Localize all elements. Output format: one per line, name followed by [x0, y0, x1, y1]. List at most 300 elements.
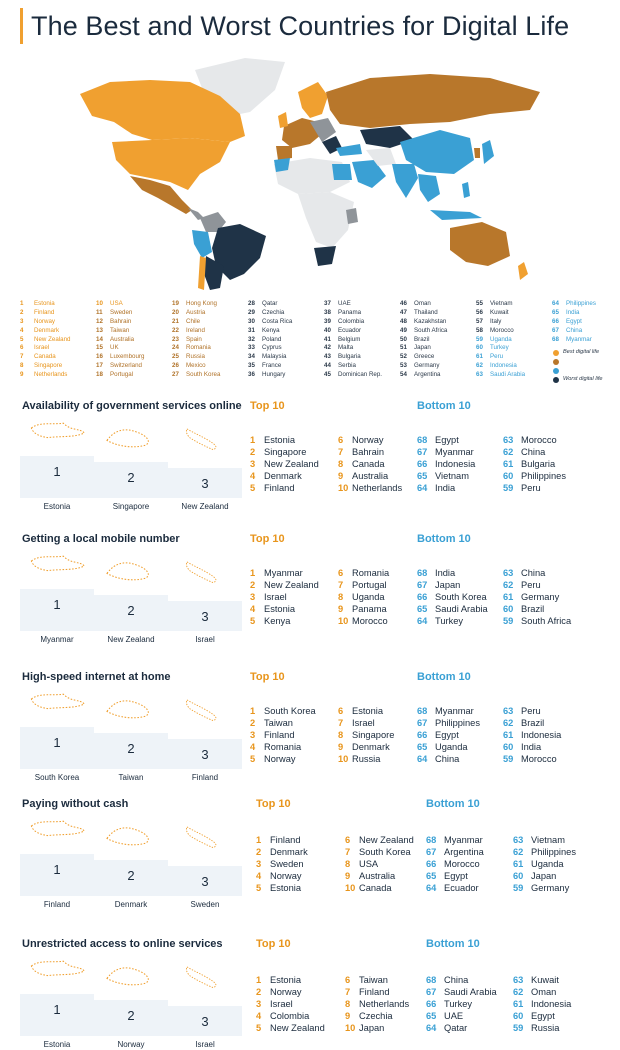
legend-col — [476, 300, 525, 380]
country-name: South Korea — [359, 847, 411, 858]
ranking-row — [250, 717, 316, 729]
country-name: South Korea — [264, 706, 316, 716]
legend-item: 45 Dominican Rep. — [324, 371, 383, 379]
legend-item: 44 Serbia — [324, 362, 356, 370]
legend-item: 17 Switzerland — [96, 362, 142, 370]
rank-number: 1 — [256, 835, 262, 845]
rank-number: 59 — [513, 883, 524, 894]
ranking-row — [417, 717, 480, 729]
map-korea — [474, 148, 480, 158]
legend-item: 37 UAE — [324, 300, 351, 307]
country-name: Russia — [531, 1023, 560, 1034]
country-name: Qatar — [444, 1023, 468, 1034]
rank-number: 1 — [250, 568, 256, 578]
rank-number: 63 — [513, 975, 524, 985]
rank-number: 2 — [256, 847, 262, 858]
rank-number: 6 — [338, 435, 344, 445]
bottom10-list — [503, 705, 561, 765]
country-name: Japan — [531, 871, 557, 882]
bottom10-header: Bottom 10 — [426, 798, 480, 810]
country-name: Brazil — [521, 604, 545, 615]
country-name: Egypt — [435, 730, 459, 741]
country-name: Colombia — [270, 1011, 310, 1022]
podium-rank: 2 — [127, 868, 135, 883]
rank-number: 4 — [250, 604, 256, 615]
world-map — [70, 52, 560, 292]
country-name: India — [435, 568, 456, 578]
legend-item: 20 Austria — [172, 308, 206, 316]
rank-number: 59 — [503, 616, 514, 627]
country-name: Argentina — [444, 847, 484, 858]
country-name: Norway — [352, 435, 384, 445]
ranking-row — [256, 974, 325, 986]
ranking-row — [250, 705, 316, 717]
swatch-mid-worst — [553, 368, 559, 374]
ranking-row — [250, 470, 319, 482]
country-name: Morocco — [444, 859, 480, 870]
rank-number: 59 — [503, 754, 514, 765]
country-name: Romania — [264, 742, 302, 753]
ranking-row — [345, 834, 414, 846]
rank-number: 62 — [513, 847, 524, 858]
rank-number: 7 — [338, 447, 344, 458]
rank-number: 65 — [426, 871, 437, 882]
top10-header: Top 10 — [250, 533, 285, 545]
podium-country: Denmark — [114, 900, 148, 909]
legend-item: 63 Saudi Arabia — [476, 371, 526, 379]
map-india — [392, 164, 418, 198]
ranking-row — [345, 882, 414, 894]
top10-list — [256, 974, 325, 1034]
bottom10-list — [503, 567, 571, 627]
podium-country: Estonia — [43, 502, 71, 511]
rank-number: 63 — [513, 835, 524, 845]
rank-number: 65 — [426, 1011, 437, 1022]
ranking-row — [345, 998, 409, 1010]
rank-number: 62 — [513, 987, 524, 998]
podium-country: South Korea — [34, 773, 80, 782]
country-outline-icon — [22, 691, 92, 723]
podium-country: Finland — [43, 900, 71, 909]
legend-item: 61 Peru — [476, 353, 504, 361]
map-new-zealand — [518, 262, 528, 280]
country-name: Finland — [264, 483, 295, 494]
rank-number: 6 — [338, 706, 344, 716]
ranking-row — [503, 615, 571, 627]
podium-rank: 2 — [127, 741, 135, 756]
top10-header: Top 10 — [250, 671, 285, 683]
ranking-row — [417, 446, 475, 458]
country-outline-icon — [22, 818, 92, 850]
legend-item: 26 Mexico — [172, 362, 206, 370]
country-name: Norway — [264, 754, 296, 765]
ranking-row — [417, 482, 475, 494]
section-title: Availability of government services online — [22, 400, 242, 412]
country-name: South Korea — [435, 592, 487, 603]
podium-country: Israel — [195, 1040, 215, 1049]
ranking-row — [417, 567, 488, 579]
rank-number: 1 — [250, 435, 256, 445]
bottom10-list — [417, 567, 488, 627]
country-name: Peru — [521, 706, 541, 716]
ranking-row — [503, 446, 566, 458]
rank-number: 65 — [417, 604, 428, 615]
top10-header: Top 10 — [256, 938, 291, 950]
rank-number: 66 — [417, 459, 428, 470]
legend-item: 57 Italy — [476, 317, 502, 325]
podium-rank: 3 — [201, 476, 209, 491]
rank-number: 1 — [250, 706, 256, 716]
legend-item: 1 Estonia — [20, 300, 55, 307]
country-name: Myanmar — [435, 447, 474, 458]
rank-number: 66 — [426, 999, 437, 1010]
legend-item: 32 Poland — [248, 335, 282, 343]
ranking-row — [256, 1022, 325, 1034]
country-name: Myanmar — [435, 706, 474, 716]
rank-number: 3 — [256, 859, 262, 870]
country-name: Estonia — [264, 604, 296, 615]
country-name: UAE — [444, 1011, 464, 1022]
ranking-row — [513, 870, 576, 882]
legend-item: 49 South Africa — [400, 326, 448, 334]
legend-item: 41 Belgium — [324, 335, 361, 343]
podium-country: Singapore — [112, 502, 150, 511]
country-name: Norway — [270, 987, 302, 998]
country-outline-icon — [96, 426, 166, 458]
legend-item: 16 Luxembourg — [96, 353, 145, 361]
country-name: China — [521, 568, 546, 578]
legend — [20, 300, 610, 384]
ranking-row — [513, 986, 571, 998]
top10-list — [338, 705, 394, 765]
ranking-row — [338, 470, 402, 482]
legend-item: 34 Malaysia — [248, 353, 287, 361]
legend-item: 13 Taiwan — [96, 326, 130, 334]
podium-rank: 2 — [127, 1008, 135, 1023]
ranking-row — [503, 567, 571, 579]
ranking-row — [426, 870, 484, 882]
podium-country: Myanmar — [40, 635, 74, 644]
podium — [20, 549, 242, 644]
ranking-row — [513, 846, 576, 858]
rank-number: 3 — [250, 459, 256, 470]
bottom10-list — [426, 834, 484, 894]
rank-number: 9 — [338, 742, 344, 753]
legend-item: 48 Kazakhstan — [400, 317, 447, 325]
rank-number: 7 — [345, 847, 351, 858]
bottom10-list — [513, 974, 571, 1034]
ranking-row — [338, 603, 389, 615]
ranking-row — [250, 482, 319, 494]
rank-number: 10 — [338, 483, 349, 494]
rank-number: 5 — [250, 754, 256, 765]
bottom10-header: Bottom 10 — [417, 671, 471, 683]
ranking-row — [503, 753, 561, 765]
top10-header: Top 10 — [250, 400, 285, 412]
rank-number: 68 — [417, 706, 428, 716]
ranking-row — [338, 434, 402, 446]
ranking-row — [426, 882, 484, 894]
rank-number: 67 — [417, 447, 428, 458]
legend-item: 12 Bahrain — [96, 317, 132, 325]
rank-number: 61 — [503, 592, 514, 603]
top10-list — [250, 705, 316, 765]
legend-item: 33 Cyprus — [248, 344, 282, 352]
rank-number: 68 — [426, 835, 437, 845]
bottom10-header: Bottom 10 — [417, 533, 471, 545]
legend-item: 65 India — [552, 308, 580, 316]
ranking-row — [417, 729, 480, 741]
rank-number: 60 — [513, 1011, 524, 1022]
rank-number: 62 — [503, 580, 514, 591]
country-name: Myanmar — [444, 835, 483, 845]
country-name: Myanmar — [264, 568, 303, 578]
legend-item: 25 Russia — [172, 353, 205, 361]
legend-item: 38 Panama — [324, 308, 362, 316]
rank-number: 60 — [503, 604, 514, 615]
ranking-row — [426, 1022, 497, 1034]
country-name: Egypt — [531, 1011, 555, 1022]
podium-country: Sweden — [190, 900, 220, 909]
country-name: Vietnam — [531, 835, 565, 845]
country-outline-icon — [180, 551, 230, 595]
legend-item: 31 Kenya — [248, 326, 280, 334]
map-uk — [278, 112, 288, 128]
rank-number: 5 — [256, 1023, 262, 1034]
ranking-row — [426, 1010, 497, 1022]
top10-list — [338, 567, 389, 627]
country-name: Estonia — [264, 435, 296, 445]
country-name: Canada — [352, 459, 385, 470]
rank-number: 3 — [256, 999, 262, 1010]
podium-rank: 1 — [53, 464, 61, 479]
podium-rank: 1 — [53, 1002, 61, 1017]
country-name: Netherlands — [359, 999, 410, 1010]
top10-list — [338, 434, 402, 494]
ranking-row — [417, 603, 488, 615]
ranking-row — [513, 858, 576, 870]
country-name: Germany — [531, 883, 570, 894]
ranking-row — [503, 591, 571, 603]
rank-number: 67 — [426, 847, 437, 858]
legend-item: 29 Czechia — [248, 308, 285, 316]
section-title: Unrestricted access to online services — [22, 938, 223, 950]
podium-country: Taiwan — [118, 773, 144, 782]
legend-item: 10 USA — [96, 300, 123, 307]
swatch-best — [553, 350, 559, 356]
ranking-row — [250, 579, 319, 591]
legend-item: 54 Argentina — [400, 371, 441, 379]
rank-number: 3 — [250, 592, 256, 603]
ranking-row — [513, 998, 571, 1010]
country-outline-icon — [96, 697, 166, 729]
country-name: Peru — [521, 580, 541, 591]
section-title: Getting a local mobile number — [22, 533, 180, 545]
rank-number: 7 — [345, 987, 351, 998]
podium — [20, 954, 242, 1049]
rank-number: 8 — [338, 730, 344, 741]
legend-item: 52 Greece — [400, 353, 435, 361]
ranking-row — [250, 753, 316, 765]
podium-country: Estonia — [43, 1040, 71, 1049]
rank-number: 67 — [417, 580, 428, 591]
rank-number: 68 — [426, 975, 437, 985]
rank-number: 9 — [345, 1011, 351, 1022]
country-name: Canada — [359, 883, 392, 894]
ranking-row — [513, 882, 576, 894]
rank-number: 59 — [503, 483, 514, 494]
legend-item: 43 Bulgaria — [324, 353, 361, 361]
rank-number: 8 — [338, 459, 344, 470]
ranking-row — [338, 729, 394, 741]
rank-number: 63 — [503, 706, 514, 716]
country-name: India — [521, 742, 542, 753]
rank-number: 2 — [250, 718, 256, 729]
legend-item: 30 Costa Rica — [248, 317, 293, 325]
key-mid-best — [553, 357, 620, 366]
legend-item: 2 Finland — [20, 308, 55, 316]
ranking-row — [345, 974, 409, 986]
legend-item: 27 South Korea — [172, 371, 221, 379]
country-name: Uganda — [352, 592, 385, 603]
rank-number: 10 — [338, 754, 349, 765]
country-name: Estonia — [352, 706, 384, 716]
country-name: India — [435, 483, 456, 494]
ranking-row — [338, 717, 394, 729]
country-name: Denmark — [352, 742, 390, 753]
ranking-row — [503, 729, 561, 741]
country-name: Finland — [264, 730, 295, 741]
ranking-row — [345, 858, 414, 870]
ranking-row — [250, 615, 319, 627]
country-name: Kenya — [264, 616, 291, 627]
map-chile — [198, 256, 206, 290]
country-name: Singapore — [352, 730, 395, 741]
country-name: Brazil — [521, 718, 545, 729]
ranking-row — [503, 482, 566, 494]
ranking-row — [417, 741, 480, 753]
section-title: Paying without cash — [22, 798, 129, 810]
rank-number: 2 — [250, 580, 256, 591]
legend-item: 23 Spain — [172, 335, 202, 343]
ranking-row — [338, 753, 394, 765]
map-kenya — [346, 208, 358, 224]
country-name: Kuwait — [531, 975, 559, 985]
ranking-row — [338, 458, 402, 470]
ranking-row — [256, 1010, 325, 1022]
podium-rank: 3 — [201, 609, 209, 624]
country-name: Turkey — [435, 616, 464, 627]
ranking-row — [417, 458, 475, 470]
ranking-row — [426, 858, 484, 870]
ranking-row — [503, 458, 566, 470]
rank-number: 64 — [417, 754, 428, 765]
ranking-row — [256, 882, 308, 894]
rank-number: 59 — [513, 1023, 524, 1034]
rank-number: 1 — [256, 975, 262, 985]
ranking-row — [345, 846, 414, 858]
legend-item: 62 Indonesia — [476, 362, 517, 370]
legend-item: 19 Hong Kong — [172, 300, 217, 307]
country-name: Philippines — [531, 847, 576, 858]
ranking-row — [345, 1022, 409, 1034]
ranking-row — [345, 1010, 409, 1022]
country-name: Indonesia — [435, 459, 476, 470]
rank-number: 61 — [503, 730, 514, 741]
map-morocco — [274, 158, 290, 172]
map-indonesia — [430, 210, 482, 220]
rank-number: 10 — [345, 1023, 356, 1034]
ranking-row — [503, 470, 566, 482]
country-name: Czechia — [359, 1011, 393, 1022]
ranking-row — [250, 741, 316, 753]
ranking-row — [338, 705, 394, 717]
ranking-row — [426, 846, 484, 858]
country-name: Finland — [359, 987, 390, 998]
legend-col — [552, 300, 596, 344]
legend-item: 21 Chile — [172, 317, 201, 325]
podium-rank: 1 — [53, 597, 61, 612]
country-name: Estonia — [270, 975, 302, 985]
bottom10-header: Bottom 10 — [417, 400, 471, 412]
map-usa — [112, 138, 230, 190]
podium-country: New Zealand — [181, 502, 229, 511]
ranking-row — [345, 870, 414, 882]
rank-number: 67 — [426, 987, 437, 998]
podium-country: New Zealand — [107, 635, 155, 644]
rank-number: 8 — [338, 592, 344, 603]
rank-number: 65 — [417, 742, 428, 753]
ranking-row — [338, 591, 389, 603]
country-outline-icon — [96, 964, 166, 996]
country-name: Norway — [270, 871, 302, 882]
country-name: Egypt — [444, 871, 468, 882]
ranking-row — [417, 753, 480, 765]
rank-number: 66 — [426, 859, 437, 870]
country-name: Saudi Arabia — [444, 987, 497, 998]
rank-number: 7 — [338, 718, 344, 729]
country-name: Ecuador — [444, 883, 479, 894]
country-outline-icon — [180, 418, 230, 462]
rank-number: 66 — [417, 730, 428, 741]
legend-item: 51 Japan — [400, 344, 431, 352]
country-outline-icon — [22, 958, 92, 990]
rank-number: 68 — [417, 435, 428, 445]
top10-list — [250, 567, 319, 627]
ranking-row — [513, 974, 571, 986]
ranking-row — [338, 741, 394, 753]
ranking-row — [256, 986, 325, 998]
ranking-row — [256, 834, 308, 846]
ranking-row — [417, 615, 488, 627]
ranking-row — [256, 846, 308, 858]
country-name: Israel — [270, 999, 293, 1010]
legend-col — [248, 300, 292, 380]
country-name: USA — [359, 859, 379, 870]
rank-number: 63 — [503, 568, 514, 578]
map-japan — [482, 140, 494, 164]
legend-item: 6 Israel — [20, 344, 50, 352]
country-name: New Zealand — [359, 835, 414, 845]
ranking-row — [513, 834, 576, 846]
map-russia — [326, 74, 540, 128]
rank-number: 61 — [513, 859, 524, 870]
country-name: Romania — [352, 568, 390, 578]
legend-col — [400, 300, 447, 380]
legend-item: 50 Brazil — [400, 335, 430, 343]
podium-country: Finland — [191, 773, 219, 782]
map-se-asia — [418, 174, 440, 202]
